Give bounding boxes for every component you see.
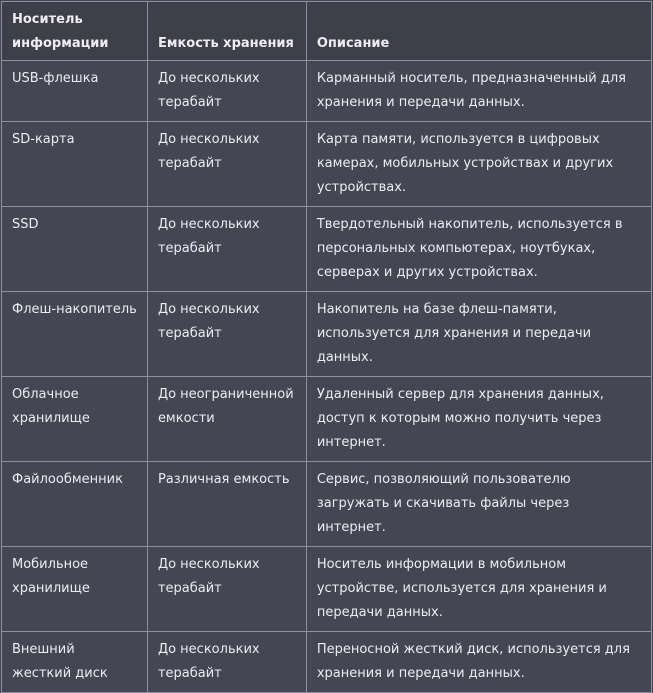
cell-capacity: До нескольких терабайт [147, 292, 306, 377]
cell-description: Сервис, позволяющий пользователю загружать и скачивать файлы через интернет. [306, 462, 651, 547]
table-row [2, 547, 652, 632]
cell-description: Удаленный сервер для хранения данных, доступ к которым можно получить через интернет. [306, 377, 651, 462]
cell-medium: Мобильное хранилище [2, 547, 148, 632]
cell-capacity: До нескольких терабайт [147, 632, 306, 693]
table-row [2, 122, 652, 207]
header-row [2, 2, 652, 61]
table-row [2, 292, 652, 377]
table-row [2, 462, 652, 547]
cell-capacity: До нескольких терабайт [147, 207, 306, 292]
cell-medium: Файлообменник [2, 462, 148, 547]
header-capacity: Емкость хранения [147, 2, 306, 61]
cell-description: Твердотельный накопитель, используется в персональных компьютерах, ноутбуках, серверах и других устройствах. [306, 207, 651, 292]
cell-medium: Флеш-накопитель [2, 292, 148, 377]
cell-description: Накопитель на базе флеш-памяти, используется для хранения и передачи данных. [306, 292, 651, 377]
table-row [2, 61, 652, 122]
table-row [2, 377, 652, 462]
table-row [2, 207, 652, 292]
cell-capacity: До нескольких терабайт [147, 122, 306, 207]
table-row [2, 632, 652, 693]
table-body [2, 61, 652, 693]
cell-medium: SD-карта [2, 122, 148, 207]
cell-medium: USB-флешка [2, 61, 148, 122]
cell-medium: Облачное хранилище [2, 377, 148, 462]
cell-capacity: До неограниченной емкости [147, 377, 306, 462]
cell-description: Карта памяти, используется в цифровых камерах, мобильных устройствах и других устройствах. [306, 122, 651, 207]
storage-table [1, 1, 652, 693]
cell-description: Носитель информации в мобильном устройстве, используется для хранения и передачи данных. [306, 547, 651, 632]
table-header [2, 2, 652, 61]
cell-capacity: До нескольких терабайт [147, 547, 306, 632]
cell-medium: SSD [2, 207, 148, 292]
cell-description: Переносной жесткий диск, используется для хранения и передачи данных. [306, 632, 651, 693]
cell-capacity: До нескольких терабайт [147, 61, 306, 122]
header-description: Описание [306, 2, 651, 61]
cell-capacity: Различная емкость [147, 462, 306, 547]
cell-description: Карманный носитель, предназначенный для хранения и передачи данных. [306, 61, 651, 122]
cell-medium: Внешний жесткий диск [2, 632, 148, 693]
header-medium: Носитель информации [2, 2, 148, 61]
